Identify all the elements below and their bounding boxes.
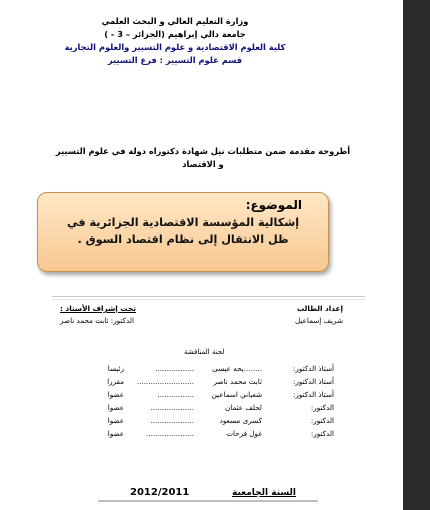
bottom-rule [98, 500, 318, 502]
committee-member: أستاذ الدكتور: شعباني اسماعين ................ عضوا [107, 390, 334, 399]
subject-text: إشكالية المؤسسة الاقتصادية الجزائرية في ظل الانتقال إلى نظام اقتصاد السوق . [66, 216, 300, 246]
institution-header [55, 15, 295, 67]
ministry-line: وزارة التعليم العالي و البحث العلمي [101, 16, 249, 26]
student-name: شريف إسماعيل [295, 316, 343, 325]
academic-year-value: 2012/2011 [130, 487, 190, 498]
divider-line [52, 296, 365, 297]
subject-box [37, 192, 329, 272]
student-label: إعداد الطالب [296, 304, 343, 313]
committee-title: لجنة المناقشة [184, 348, 225, 356]
committee-member: الدكتور: كسرى مسعود ................... عضوا [107, 416, 334, 425]
committee-member: أستاذ الدكتور: ثابت محمد ناصر ......................... مقررا [107, 377, 334, 386]
supervisor-name: الدكتور: ثابت محمد ناصر [60, 316, 134, 325]
faculty-line: كلية العلوم الاقتصادية و علوم التسيير والعلوم التجارية [64, 42, 286, 52]
viewer-scroll-strip[interactable] [403, 0, 430, 510]
committee-member: الدكتور: غول فرحات ..................... عضوا [107, 429, 334, 438]
committee-member: أستاذ الدكتور: ........يحه عيسى ................. رئيسا [107, 364, 334, 373]
department-line: قسم علوم التسيير : فرع التسيير [107, 55, 243, 65]
university-line: جامعة دالي إبراهيم (الجزائر – 3 - ) [104, 29, 246, 39]
divider-line-2 [52, 299, 365, 300]
committee-member: الدكتور: لحلف عثمان ................... عضوا [107, 403, 334, 412]
supervisor-label: تحت إشراف الأستاذ : [60, 304, 137, 313]
subject-title: الموضوع: [245, 198, 302, 212]
academic-year-label: السنة الجامعية [232, 488, 297, 498]
thesis-intro: أطروحة مقدمة ضمن متطلبات نيل شهادة دكتوراه دولة في علوم التسيير و الاقتصاد [55, 146, 351, 169]
